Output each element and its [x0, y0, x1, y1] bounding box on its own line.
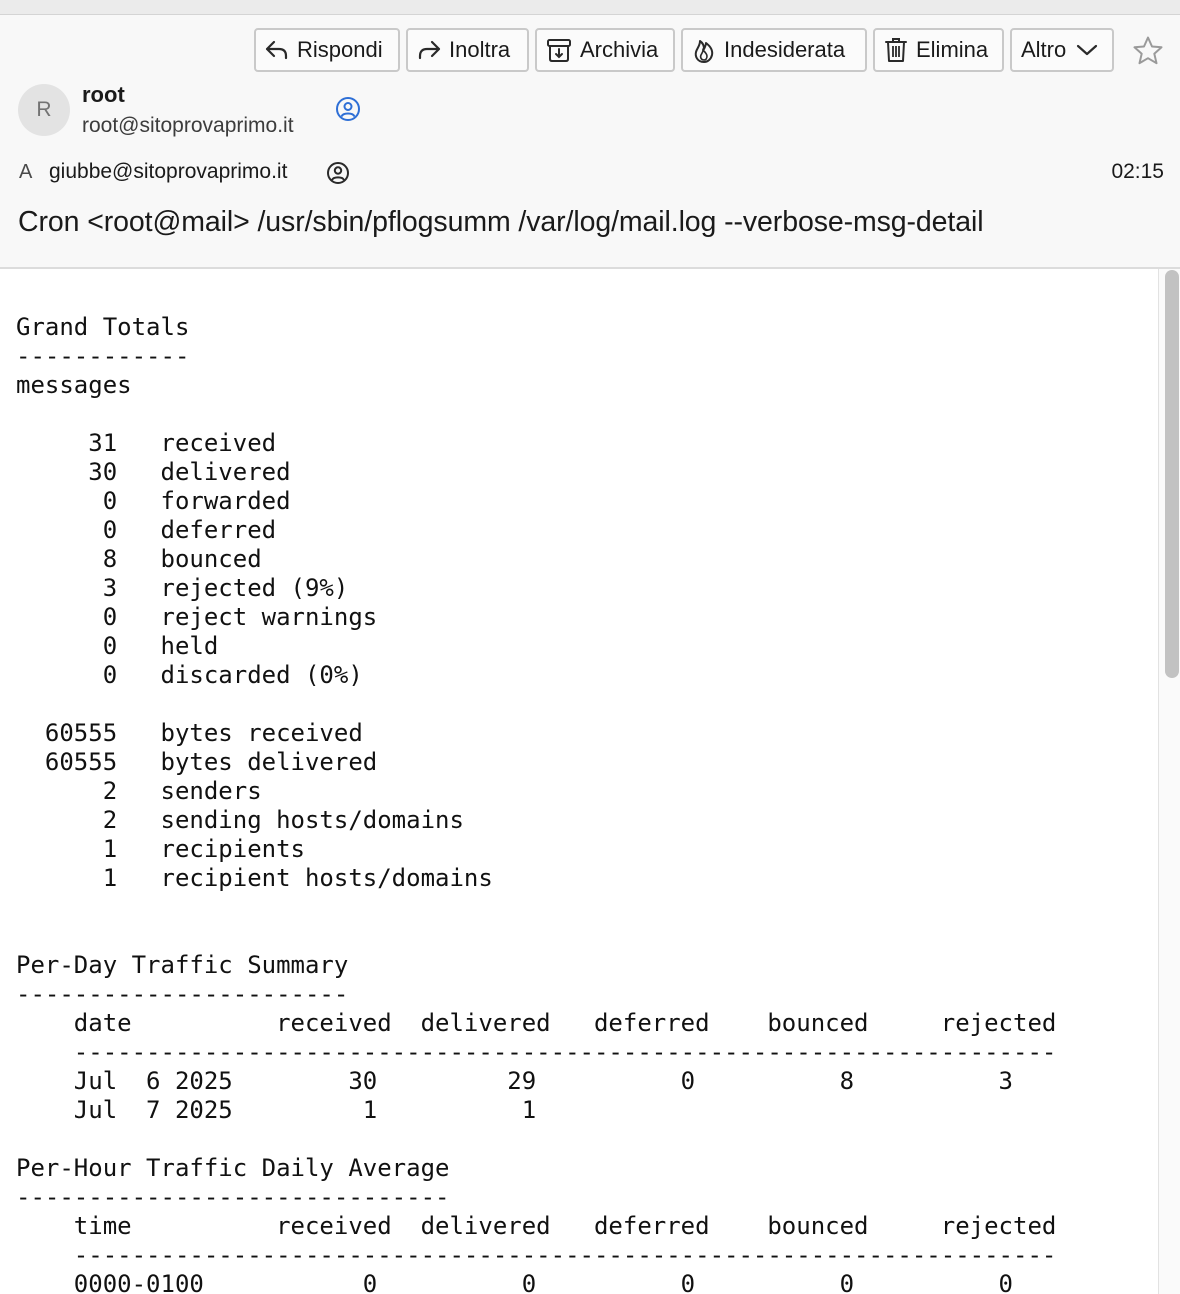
- body-line: [16, 922, 1056, 951]
- body-line: 31 received: [16, 429, 277, 457]
- message-header: [0, 15, 1180, 269]
- forward-icon: [417, 39, 441, 61]
- reply-button[interactable]: [254, 28, 400, 72]
- body-line: Jul 6 2025 30 29 0 8 3: [16, 1067, 1013, 1095]
- message-time: 02:15: [1111, 160, 1164, 183]
- forward-label: Inoltra: [449, 37, 511, 62]
- body-line: 1 recipient hosts/domains: [16, 864, 493, 892]
- sender-name: root: [82, 82, 125, 107]
- body-line: 0 held: [16, 632, 219, 660]
- body-line: 3 rejected (9%): [16, 574, 349, 602]
- junk-button[interactable]: [681, 28, 867, 72]
- window-top-band: [0, 0, 1180, 15]
- body-line: -----------------------: [16, 980, 349, 1008]
- body-line: date received delivered deferred bounced rejected: [16, 1009, 1057, 1037]
- body-line: --------------------------------------------------------------------: [16, 1038, 1057, 1066]
- scrollbar-thumb[interactable]: [1165, 270, 1179, 678]
- more-label: Altro: [1021, 37, 1067, 62]
- body-line: 60555 bytes delivered: [16, 748, 378, 776]
- body-line: 1 recipients: [16, 835, 305, 863]
- delete-button[interactable]: [873, 28, 1004, 72]
- sender-email[interactable]: root@sitoprovaprimo.it: [82, 114, 294, 137]
- body-line: ------------: [16, 342, 190, 370]
- body-line: [16, 690, 1056, 719]
- archive-icon: [546, 37, 572, 63]
- archive-label: Archivia: [580, 37, 659, 62]
- trash-icon: [884, 37, 908, 63]
- avatar: R: [18, 84, 70, 136]
- message-text: [16, 313, 1056, 1294]
- add-contact-icon[interactable]: [335, 96, 361, 122]
- body-line: Grand Totals: [16, 313, 190, 341]
- body-line: 0 discarded (0%): [16, 661, 363, 689]
- reply-icon: [265, 39, 289, 61]
- body-line: 30 delivered: [16, 458, 291, 486]
- body-line: Jul 7 2025 1 1: [16, 1096, 537, 1124]
- flame-icon: [692, 36, 716, 64]
- body-line: 0 deferred: [16, 516, 277, 544]
- message-subject: Cron <root@mail> /usr/sbin/pflogsumm /var/log/mail.log --verbose-msg-detail: [18, 206, 984, 238]
- body-line: messages: [16, 371, 132, 399]
- forward-button[interactable]: [406, 28, 529, 72]
- body-line: Per-Day Traffic Summary: [16, 951, 349, 979]
- body-line: ------------------------------: [16, 1183, 450, 1211]
- body-line: 60555 bytes received: [16, 719, 363, 747]
- body-line: Per-Hour Traffic Daily Average: [16, 1154, 450, 1182]
- body-line: 2 senders: [16, 777, 262, 805]
- body-line: 8 bounced: [16, 545, 262, 573]
- body-line: 0 reject warnings: [16, 603, 378, 631]
- chevron-down-icon: [1076, 43, 1098, 57]
- body-line: 0 forwarded: [16, 487, 291, 515]
- more-button[interactable]: [1010, 28, 1114, 72]
- delete-label: Elimina: [916, 37, 989, 62]
- body-line: --------------------------------------------------------------------: [16, 1241, 1057, 1269]
- body-line: 0000-0100 0 0 0 0 0: [16, 1270, 1013, 1294]
- star-icon[interactable]: [1132, 35, 1164, 67]
- archive-button[interactable]: [535, 28, 675, 72]
- body-line: [16, 893, 1056, 922]
- body-line: [16, 400, 1056, 429]
- recipient-label: A: [19, 161, 33, 183]
- message-body: [0, 269, 1158, 1294]
- body-line: time received delivered deferred bounced rejected: [16, 1212, 1057, 1240]
- contact-icon[interactable]: [326, 161, 350, 185]
- reply-label: Rispondi: [297, 37, 383, 62]
- body-line: 2 sending hosts/domains: [16, 806, 464, 834]
- recipient-email[interactable]: giubbe@sitoprovaprimo.it: [49, 160, 288, 183]
- junk-label: Indesiderata: [724, 37, 846, 62]
- body-line: [16, 1125, 1056, 1154]
